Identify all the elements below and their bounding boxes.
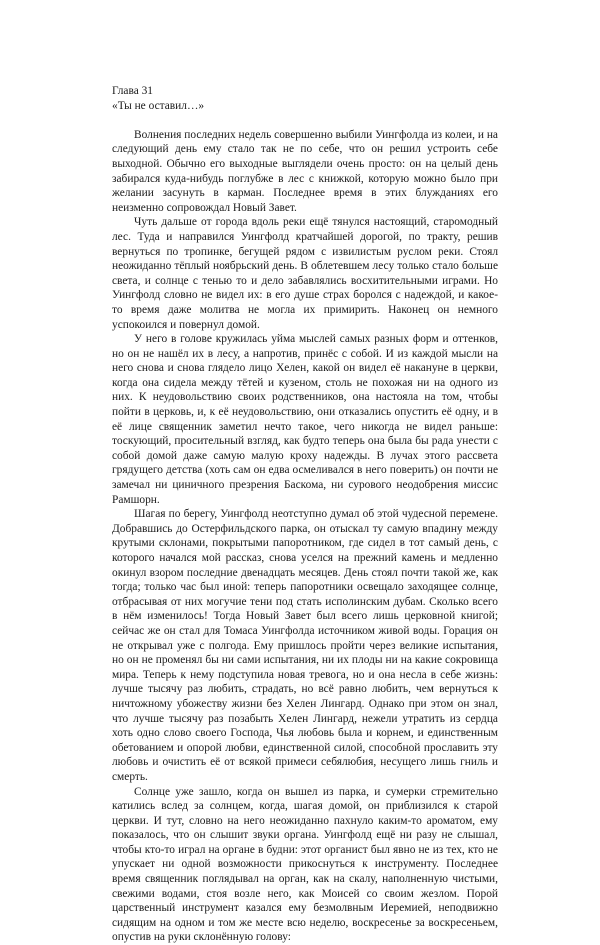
chapter-text-block [112, 84, 498, 945]
paragraph-3: У него в голове кружилась уйма мыслей самых разных форм и оттенков, но он не нашёл их в лесу, а напротив, принёс с собой. И из каждой мысли на него снова и снова глядело лицо Хелен, какой он видел её накануне в церкви, когда она сидела между тётей и кузеном, столь не похожая ни на одного из них. К неудовольствию своих родственников, она настояла на том, чтобы пойти в церковь, и, к её неудовольствию, они отказались опустить её одну, и в её лице священник заметил нечто такое, чего никогда не видел раньше: тоскующий, просительный взгляд, как будто теперь она была бы рада унести с собой домой даже самую малую кроху надежды. В лучах этого рассвета грядущего детства (хоть сам он едва осмеливался в него поверить) он почти не замечал ни циничного презрения Баскома, ни сурового неодобрения миссис Рамшорн. [112, 332, 498, 507]
chapter-number: Глава 31 [112, 84, 498, 99]
paragraph-2: Чуть дальше от города вдоль реки ещё тянулся настоящий, старомодный лес. Туда и направился Уингфолд кратчайшей дорогой, по тракту, решив вернуться по тропинке, бегущей рядом с извилистым руслом реки. Стоял неожиданно тёплый ноябрьский день. В облетевшем лесу только стало больше света, и солнце с тенью то и дело забавлялись восхитительными играми. Но Уингфолд словно не видел их: в его душе страх боролся с надеждой, и какое-то время даже молитва не могла их примирить. Наконец он немного успокоился и повернул домой. [112, 215, 498, 332]
paragraph-1: Волнения последних недель совершенно выбили Уингфолда из колеи, и на следующий день ему стало так не по себе, что он решил устроить себе выходной. Обычно его выходные выглядели очень просто: он на целый день забирался куда-нибудь поглубже в лес с книжкой, которую можно было при желании засунуть в карман. Последнее время в этих блужданиях его неизменно сопровождал Новый Завет. [112, 128, 498, 216]
paragraph-5: Солнце уже зашло, когда он вышел из парка, и сумерки стремительно катились вслед за солнцем, когда, шагая домой, он приблизился к старой церкви. И тут, словно на него неожиданно пахнуло каким-то ароматом, ему показалось, что он слышит звуки органа. Уингфолд ещё ни разу не слышал, чтобы кто-то играл на органе в будни: этот органист был явно не из тех, кто не упускает ни одной возможности прикоснуться к инструменту. Последнее время священник поглядывал на орган, как на скалу, наполненную чистыми, свежими водами, стоя возле него, как Моисей со своим жезлом. Порой царственный инструмент казался ему безмолвным Иеремией, неподвижно сидящим на одном и том же месте всю неделю, воскресенье за воскресеньем, опустив на руки склонённую голову: [112, 785, 498, 945]
chapter-title: «Ты не оставил…» [112, 99, 498, 114]
paragraph-4: Шагая по берегу, Уингфолд неотступно думал об этой чудесной перемене. Добравшись до Остерфильдского парка, он отыскал ту самую впадину между крутыми склонами, покрытыми папоротником, где сидел в тот самый день, с которого начался мой рассказ, снова уселся на прежний камень и медленно окинул взором последние двенадцать месяцев. День стоял почти такой же, как тогда; только час был иной: теперь папоротники освещало заходящее солнце, отбрасывая от них могучие тени под стать исполинским дубам. Сколько всего в нём изменилось! Тогда Новый Завет был всего лишь церковной книгой; сейчас же он стал для Томаса Уингфолда источником живой воды. Горация он не открывал уже с полгода. Ему пришлось пройти через великие испытания, но он не променял бы ни сами испытания, ни их плоды ни на какие сокровища мира. Теперь к нему подступила новая тревога, но и она несла в себе жизнь: лучше тысячу раз любить, страдать, но всё равно любить, чем вернуться к ничтожному убожеству жизни без Хелен Лингард. Однако при этом он знал, что лучше тысячу раз позабыть Хелен Лингард, нежели утратить из сердца хоть одно слово своего Господа, Чья любовь была и корнем, и единственным обетованием и опорой любви, единственной силой, способной прославить эту любовь и очистить её от всякой примеси себялюбия, несущего лишь гниль и смерть. [112, 507, 498, 784]
